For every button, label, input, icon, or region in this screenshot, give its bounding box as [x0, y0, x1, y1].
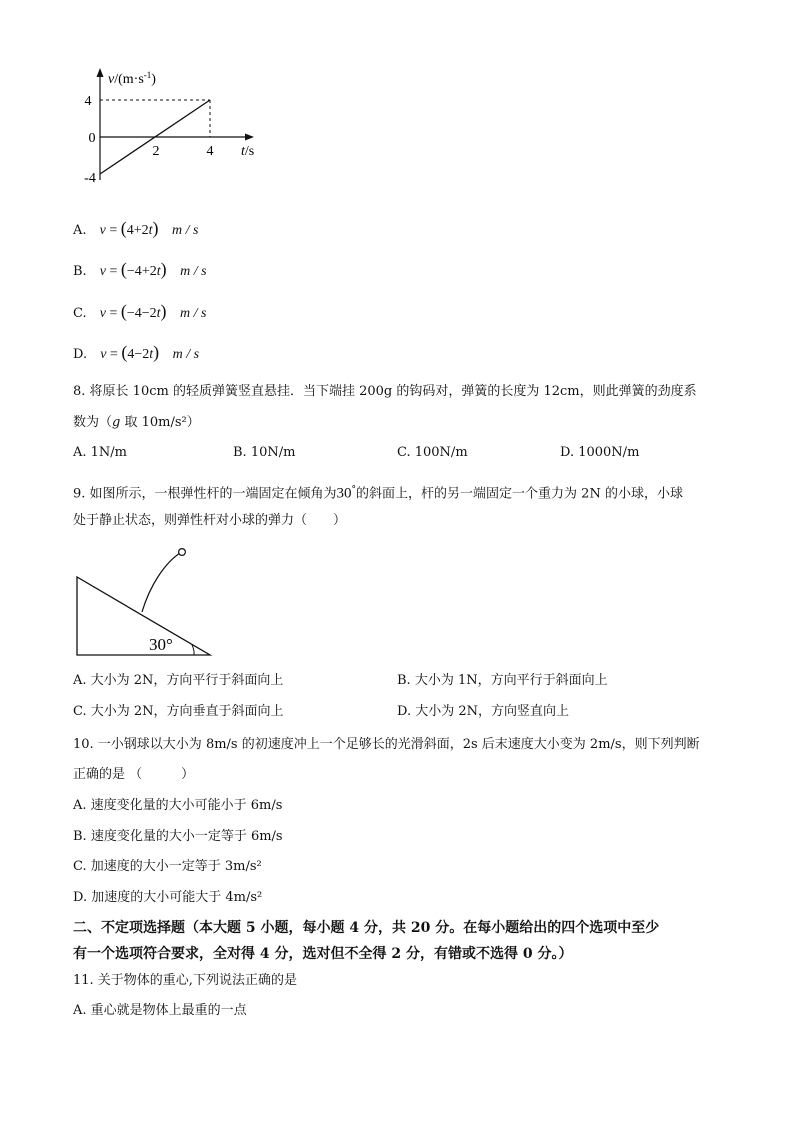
eq-b: 2: [142, 347, 150, 362]
q8-stem-g: g: [112, 415, 121, 430]
eq-unit: m / s: [180, 264, 207, 279]
angle-label: 30°: [149, 635, 173, 654]
q9-degree: °: [351, 485, 357, 495]
incline-triangle: [77, 577, 210, 655]
q9-angle: 30: [336, 485, 352, 502]
q10-stem-line1: 10. 一小钢球以大小为 8m/s 的初速度冲上一个足够长的光滑斜面，2s 后末速度大小变为 2m/s，则下列判断: [73, 737, 700, 752]
eq-t: t: [156, 264, 161, 279]
q11-stem: 11. 关于物体的重心,下列说法正确的是: [73, 973, 297, 988]
q10-option-a[interactable]: A. 速度变化量的大小可能小于 6m/s: [73, 798, 283, 813]
q9-stem-line2: 处于静止状态，则弹性杆对小球的弹力（ ）: [73, 513, 347, 528]
eq-op: −: [141, 306, 150, 321]
eq-sign: =: [109, 306, 118, 321]
eq-unit: m / s: [172, 223, 199, 238]
angle-arc: [192, 645, 194, 655]
eq-sign: =: [109, 347, 118, 362]
q9-option-d[interactable]: D. 大小为 2N，方向竖直向上: [397, 704, 570, 719]
eq-op: −: [134, 347, 143, 362]
q9-option-a[interactable]: A. 大小为 2N，方向平行于斜面向上: [73, 673, 284, 688]
eq-op: +: [141, 264, 150, 279]
x-axis-arrow: [245, 134, 254, 141]
eq-lparen: (: [120, 218, 127, 238]
elastic-rod: [142, 553, 180, 612]
q8-option-c[interactable]: C. 100N/m: [397, 445, 468, 460]
x-tick-2: 2: [152, 144, 160, 159]
eq-rparen: ): [153, 342, 160, 362]
eq-v: v: [99, 223, 106, 238]
eq-unit: m / s: [172, 347, 200, 362]
q10-option-b[interactable]: B. 速度变化量的大小一定等于 6m/s: [73, 829, 283, 844]
eq-lparen: (: [120, 301, 127, 321]
eq-a: 4: [127, 347, 135, 362]
y-axis-arrow: [97, 68, 104, 77]
q7-option-c[interactable]: [73, 301, 207, 323]
q10-stem-line2: 正确的是 （ ）: [73, 767, 195, 782]
eq-a: −4: [126, 306, 142, 321]
q8-stem-line1: 8. 将原长 10cm 的轻质弹簧竖直悬挂．当下端挂 200g 的钩码对，弹簧的长度为 12cm，则此弹簧的劲度系: [73, 384, 697, 399]
q9-stem-line1: [73, 481, 683, 503]
q9-stem-post: 的斜面上，杆的另一端固定一个重力为 2N 的小球，小球: [356, 486, 683, 502]
x-axis-label: t/s: [241, 144, 255, 159]
q8-option-b[interactable]: B. 10N/m: [233, 445, 296, 460]
eq-rparen: ): [160, 301, 167, 321]
section2-heading-line1: 二、不定项选择题（本大题 5 小题，每小题 4 分，共 20 分。在每小题给出的四个选项中至少: [73, 920, 660, 936]
eq-a: −4: [126, 264, 142, 279]
eq-t: t: [156, 306, 161, 321]
eq-sign: =: [109, 264, 118, 279]
eq-v: v: [99, 264, 106, 279]
eq-unit: m / s: [180, 306, 207, 321]
q8-stem-line2: [73, 414, 200, 432]
option-letter: B.: [73, 264, 87, 279]
q9-option-c[interactable]: C. 大小为 2N，方向垂直于斜面向上: [73, 704, 284, 719]
vt-graph: [70, 62, 280, 192]
y-tick-neg4: -4: [84, 171, 96, 186]
eq-rparen: ): [152, 218, 159, 238]
y-tick-0: 0: [88, 131, 96, 146]
q7-option-a[interactable]: [73, 218, 199, 240]
option-letter: D.: [73, 347, 88, 362]
eq-b: 2: [149, 264, 157, 279]
eq-op: +: [133, 223, 142, 238]
eq-b: 2: [141, 223, 149, 238]
eq-lparen: (: [121, 342, 128, 362]
option-letter: C.: [73, 306, 87, 321]
q8-stem-pre: 数为（: [73, 415, 113, 430]
eq-sign: =: [109, 223, 118, 238]
q9-stem-pre: 9. 如图所示，一根弹性杆的一端固定在倾角为: [73, 486, 337, 502]
eq-lparen: (: [120, 259, 127, 279]
eq-t: t: [148, 223, 153, 238]
option-letter: A.: [73, 223, 87, 238]
eq-t: t: [149, 347, 154, 362]
q8-option-a[interactable]: A. 1N/m: [73, 445, 128, 460]
q7-option-d[interactable]: [73, 342, 199, 364]
q10-option-d[interactable]: D. 加速度的大小可能大于 4m/s²: [73, 890, 263, 905]
q9-option-b[interactable]: B. 大小为 1N，方向平行于斜面向上: [397, 673, 608, 688]
x-tick-4: 4: [206, 144, 214, 159]
y-tick-4: 4: [84, 94, 92, 109]
eq-v: v: [100, 347, 107, 362]
eq-a: 4: [126, 223, 134, 238]
section2-heading-line2: 有一个选项符合要求，全对得 4 分，选对但不全得 2 分，有错或不选得 0 分。）: [73, 946, 573, 962]
q8-option-d[interactable]: D. 1000N/m: [560, 445, 640, 460]
incline-figure: [70, 545, 220, 660]
eq-rparen: ): [160, 259, 167, 279]
ball: [179, 549, 186, 556]
y-axis-label: $v/(m\cdot s^{-1})$: [108, 70, 156, 87]
q11-option-a[interactable]: A. 重心就是物体上最重的一点: [73, 1003, 247, 1018]
eq-b: 2: [149, 306, 157, 321]
q7-option-b[interactable]: [73, 259, 207, 281]
eq-v: v: [99, 306, 106, 321]
q8-stem-post: 取 10m/s²）: [120, 415, 200, 430]
q10-option-c[interactable]: C. 加速度的大小一定等于 3m/s²: [73, 859, 262, 874]
